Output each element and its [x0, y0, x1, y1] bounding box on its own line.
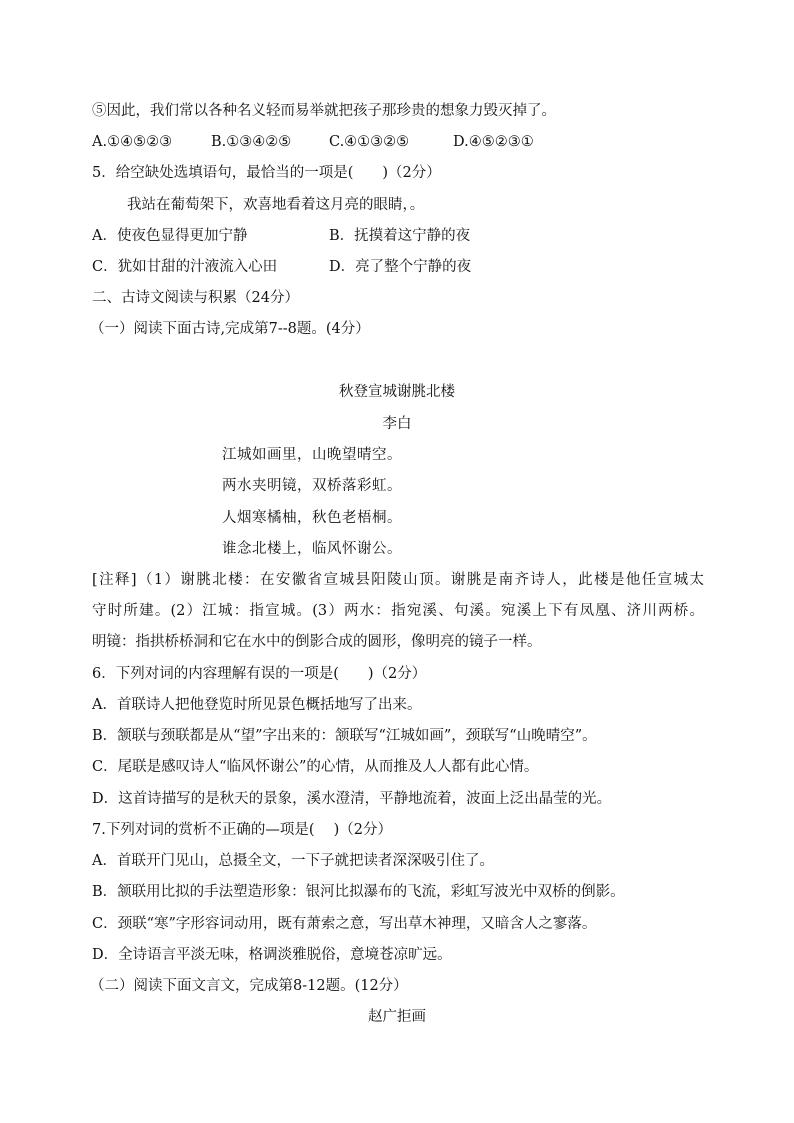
poem-line-2: 两水夹明镜，双桥落彩虹。	[222, 478, 402, 494]
part1-instruction: （一）阅读下面古诗,完成第7--8题。(4分）	[90, 321, 370, 337]
text-title: 赵广拒画	[368, 1009, 426, 1025]
q4-option-d: D.④⑤②③①	[453, 134, 534, 150]
poem-note-line-1: [注释]（1）谢朓北楼：在安徽省宣城县阳陵山顶。谢朓是南齐诗人，此楼是他任宣城太	[92, 572, 704, 588]
q5-option-d: D．亮了整个宁静的夜	[329, 259, 472, 275]
q7-option-c: C．颈联“寒”字形容词动用，既有萧索之意，写出草木神理，又暗含人之寥落。	[92, 916, 597, 932]
q5-option-a: A．使夜色显得更加宁静	[92, 228, 248, 244]
poem-note-line-3: 明镜：指拱桥桥洞和它在水中的倒影合成的圆形，像明亮的镜子一样。	[92, 634, 542, 650]
q6-option-d: D．这首诗描写的是秋天的景象，溪水澄清，平静地流着，波面上泛出晶莹的光。	[92, 791, 612, 807]
q4-option-c: C.④①③②⑤	[329, 134, 410, 150]
q7-option-b: B．颔联用比拟的手法塑造形象：银河比拟瀑布的飞流，彩虹写波光中双桥的倒影。	[92, 884, 625, 900]
q4-option-5: ⑤因此，我们常以各种名义轻而易举就把孩子那珍贵的想象力毁灭掉了。	[92, 103, 556, 119]
poem-line-4: 谁念北楼上，临风怀谢公。	[222, 541, 402, 557]
q5-sentence: 我站在葡萄架下，欢喜地看着这月亮的眼睛，。	[127, 197, 425, 213]
poem-line-3: 人烟寒橘柚，秋色老梧桐。	[222, 510, 402, 526]
q6-option-a: A．首联诗人把他登览时所见景色概括地写了出来。	[92, 697, 422, 713]
part2-instruction: （二）阅读下面文言文，完成第8-12题。(12分）	[90, 978, 408, 994]
q6-stem: 6．下列对词的内容理解有误的一项是( )（2分）	[92, 666, 427, 682]
q5-option-c: C．犹如甘甜的汁液流入心田	[92, 259, 278, 275]
q4-option-a: A.①④⑤②③	[92, 134, 173, 150]
q7-option-a: A．首联开门见山，总摄全文，一下子就把读者深深吸引住了。	[92, 853, 494, 869]
q4-option-b: B.①③④②⑤	[211, 134, 292, 150]
q7-stem: 7.下列对词的赏析不正确的—项是( )（2分）	[92, 822, 392, 838]
q6-option-c: C．尾联是感叹诗人“临风怀谢公”的心情，从而推及人人都有此心情。	[92, 759, 539, 775]
poem-line-1: 江城如画里，山晚望晴空。	[222, 447, 402, 463]
poem-title: 秋登宣城谢朓北楼	[339, 384, 455, 400]
poem-author: 李白	[382, 416, 412, 432]
q7-option-d: D．全诗语言平淡无味，格调淡雅脱俗，意境苍凉旷远。	[92, 947, 452, 963]
q6-option-b: B．颔联与颈联都是从“望”字出来的：颔联写“江城如画”，颈联写“山晚晴空”。	[92, 728, 597, 744]
q5-option-b: B．抚摸着这宁静的夜	[329, 228, 471, 244]
q5-stem: 5．给空缺处选填语句，最恰当的一项是( )（2分）	[92, 165, 441, 181]
section2-title: 二、古诗文阅读与积累（24分）	[92, 290, 299, 306]
poem-note-line-2: 守时所建。(2）江城：指宣城。(3）两水：指宛溪、句溪。宛溪上下有凤凰、济川两桥。	[92, 603, 704, 619]
